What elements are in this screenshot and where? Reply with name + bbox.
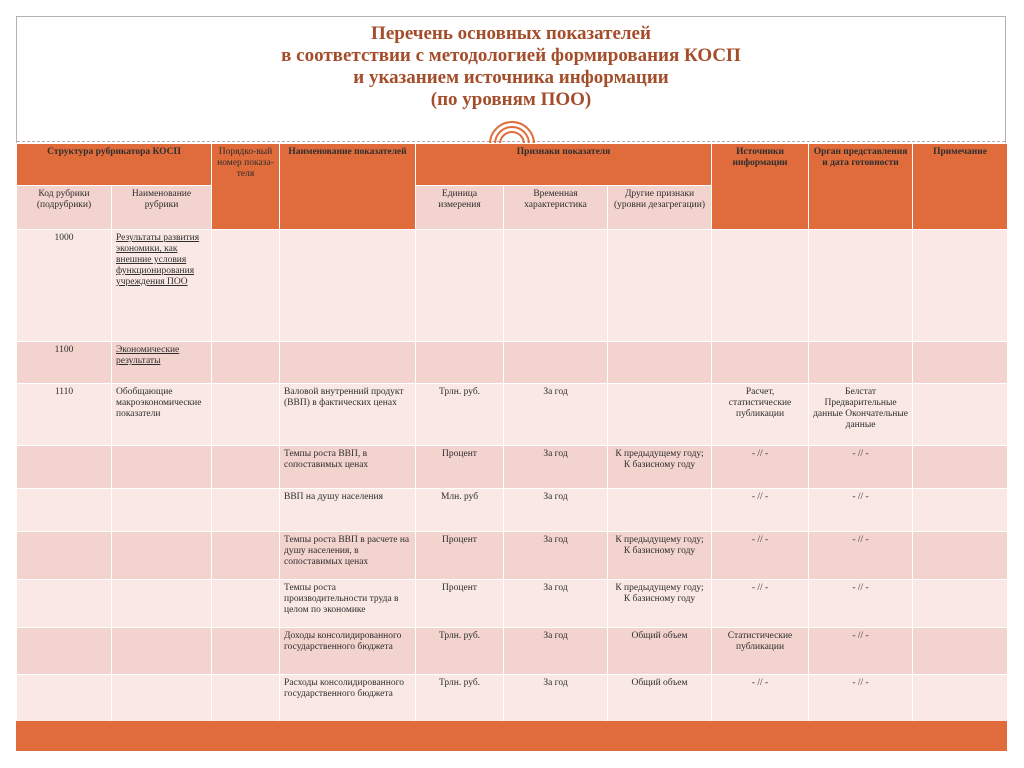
cell-code [17, 446, 112, 489]
cell-code [17, 628, 112, 675]
header-order-number: Порядко-вый номер показа-теля [212, 144, 280, 230]
cell-other [608, 489, 712, 532]
cell-time [504, 342, 608, 384]
title-line-3: и указанием источника информации [353, 67, 669, 88]
table-row [17, 230, 1008, 342]
table-row [17, 628, 1008, 675]
cell-num [212, 230, 280, 342]
cell-other: К предыдущему году; К базисному году [608, 532, 712, 580]
cell-rubric: Обобщающие макроэкономические показатели [112, 384, 212, 446]
cell-note [913, 342, 1008, 384]
cell-name: Темпы роста ВВП, в сопоставимых ценах [280, 446, 416, 489]
header-code: Код рубрики (подрубрики) [17, 186, 112, 230]
cell-time: За год [504, 532, 608, 580]
cell-code [17, 489, 112, 532]
table-row [17, 532, 1008, 580]
cell-note [913, 675, 1008, 723]
cell-unit [416, 230, 504, 342]
cell-authority [809, 230, 913, 342]
header-authority: Орган представления и дата готовности [809, 144, 913, 230]
cell-note [913, 230, 1008, 342]
cell-source: - // - [712, 446, 809, 489]
cell-other [608, 230, 712, 342]
cell-name: Темпы роста производительности труда в целом по экономике [280, 580, 416, 628]
cell-code: 1000 [17, 230, 112, 342]
cell-unit: Трлн. руб. [416, 675, 504, 723]
cell-num [212, 489, 280, 532]
table-row [17, 580, 1008, 628]
header-unit: Единица измерения [416, 186, 504, 230]
cell-other [608, 384, 712, 446]
cell-num [212, 384, 280, 446]
cell-name: Расходы консолидированного государственного бюджета [280, 675, 416, 723]
cell-authority: - // - [809, 580, 913, 628]
cell-note [913, 580, 1008, 628]
cell-note [913, 446, 1008, 489]
cell-unit: Процент [416, 580, 504, 628]
cell-unit: Процент [416, 446, 504, 489]
cell-code [17, 580, 112, 628]
header-attributes: Признаки показателя [416, 144, 712, 186]
cell-rubric [112, 489, 212, 532]
cell-note [913, 532, 1008, 580]
cell-source [712, 230, 809, 342]
cell-note [913, 628, 1008, 675]
table-row [17, 675, 1008, 723]
cell-source: Статистические публикации [712, 628, 809, 675]
table-row [17, 384, 1008, 446]
rubric-link[interactable]: Результаты развития экономики, как внешние условия функционирования учреждения ПОО [112, 230, 212, 342]
cell-num [212, 628, 280, 675]
cell-rubric [112, 532, 212, 580]
header-time: Временная характеристика [504, 186, 608, 230]
cell-name: Темпы роста ВВП в расчете на душу населения, в сопоставимых ценах [280, 532, 416, 580]
cell-source: - // - [712, 675, 809, 723]
cell-source [712, 342, 809, 384]
cell-unit [416, 342, 504, 384]
cell-note [913, 384, 1008, 446]
cell-source: - // - [712, 532, 809, 580]
cell-authority: Белстат Предварительные данные Окончательные данные [809, 384, 913, 446]
cell-time: За год [504, 675, 608, 723]
footer-bar [16, 721, 1007, 751]
header-note: Примечание [913, 144, 1008, 230]
cell-other [608, 342, 712, 384]
header-rubric-name: Наименование рубрики [112, 186, 212, 230]
cell-authority: - // - [809, 628, 913, 675]
cell-num [212, 446, 280, 489]
cell-num [212, 580, 280, 628]
cell-source: - // - [712, 580, 809, 628]
cell-time: За год [504, 628, 608, 675]
cell-num [212, 675, 280, 723]
header-sources: Источники информации [712, 144, 809, 230]
cell-unit: Трлн. руб. [416, 628, 504, 675]
cell-other: Общий объем [608, 628, 712, 675]
cell-name [280, 342, 416, 384]
cell-source: - // - [712, 489, 809, 532]
indicators-table [16, 143, 1008, 723]
cell-num [212, 342, 280, 384]
header-indicator-name: Наименование показателей [280, 144, 416, 230]
title-line-4: (по уровням ПОО) [430, 89, 592, 110]
cell-rubric [112, 675, 212, 723]
cell-authority: - // - [809, 446, 913, 489]
cell-name: Валовой внутренний продукт (ВВП) в фактических ценах [280, 384, 416, 446]
cell-code: 1110 [17, 384, 112, 446]
cell-authority: - // - [809, 532, 913, 580]
cell-time [504, 230, 608, 342]
cell-authority [809, 342, 913, 384]
cell-time: За год [504, 580, 608, 628]
cell-time: За год [504, 489, 608, 532]
cell-other: Общий объем [608, 675, 712, 723]
cell-num [212, 532, 280, 580]
rubric-link[interactable]: Экономические результаты [112, 342, 212, 384]
cell-code [17, 532, 112, 580]
table-row [17, 446, 1008, 489]
cell-rubric [112, 628, 212, 675]
cell-unit: Процент [416, 532, 504, 580]
cell-unit: Трлн. руб. [416, 384, 504, 446]
cell-name [280, 230, 416, 342]
cell-name: ВВП на душу населения [280, 489, 416, 532]
table-row [17, 342, 1008, 384]
cell-note [913, 489, 1008, 532]
title-line-2: в соответствии с методологией формирования КОСП [281, 45, 741, 66]
cell-code: 1100 [17, 342, 112, 384]
header-other: Другие признаки (уровни дезагрегации) [608, 186, 712, 230]
table-row [17, 489, 1008, 532]
cell-other: К предыдущему году; К базисному году [608, 446, 712, 489]
cell-time: За год [504, 384, 608, 446]
cell-unit: Млн. руб [416, 489, 504, 532]
cell-code [17, 675, 112, 723]
title-line-1: Перечень основных показателей [371, 23, 651, 44]
cell-authority: - // - [809, 489, 913, 532]
cell-other: К предыдущему году; К базисному году [608, 580, 712, 628]
cell-time: За год [504, 446, 608, 489]
cell-name: Доходы консолидированного государственного бюджета [280, 628, 416, 675]
cell-authority: - // - [809, 675, 913, 723]
cell-source: Расчет, статистические публикации [712, 384, 809, 446]
arch-ornament-icon [486, 112, 538, 146]
header-structure: Структура рубрикатора КОСП [17, 144, 212, 186]
cell-rubric [112, 446, 212, 489]
cell-rubric [112, 580, 212, 628]
